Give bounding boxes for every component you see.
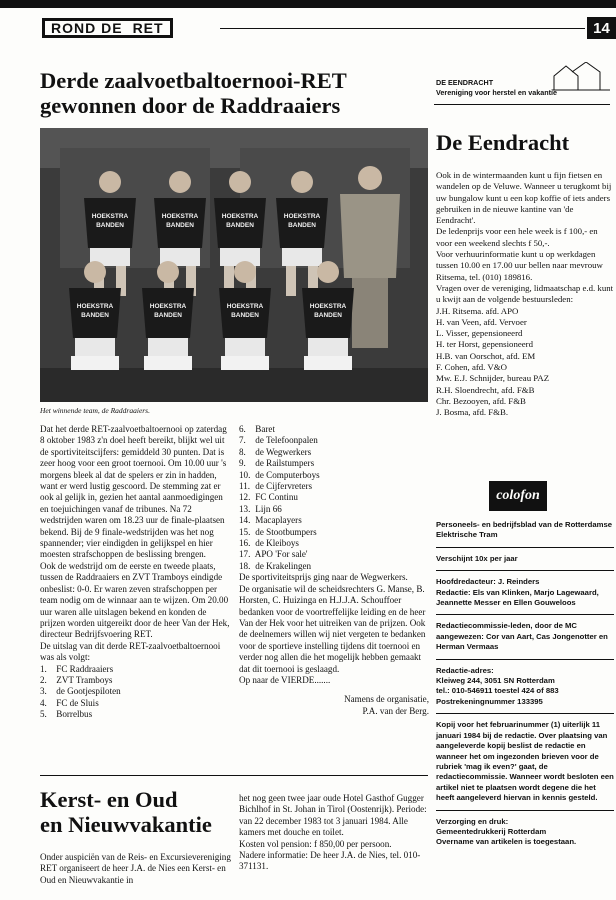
ranking-item: [239, 549, 429, 560]
ranking-item: [40, 709, 232, 720]
shirt-text-line1: HOEKSTRA: [161, 213, 199, 220]
eendracht-title: De Eendracht: [436, 130, 570, 155]
signature-line2: P.A. van der Berg.: [362, 705, 429, 716]
ranking-item: [239, 424, 429, 435]
ranking-item: [239, 492, 429, 503]
ranking-team: de Cijfervreters: [255, 481, 313, 492]
eendracht-paragraph: Vragen over de vereniging, lidmaatschap e.d. kunt u kwijt aan de volgende bestuursleden:: [436, 282, 614, 305]
ranking-item: [239, 504, 429, 515]
ranking-item: [40, 698, 232, 709]
colofon-deadline: Kopij voor het februarinummer (1) uiterlijk 11 januari 1984 bij de redactie. Over plaatsing van aangeleverde kopij beslist de redactie en wanneer het om ingezonden brieven voor de rubriek 'mag ik even?' gaat, de redactiecommissie. Wanneer wordt besloten een artikel niet te plaatsen wordt degene die het heeft aangeleverd hiervan in kennis gesteld.: [436, 720, 614, 803]
colofon-address-label: Redactie-adres:: [436, 665, 494, 675]
ranking-team: FC de Sluis: [56, 697, 99, 708]
ranking-number: 11.: [239, 481, 251, 492]
kerst-title-line1: Kerst- en Oud: [40, 787, 178, 812]
ranking-list-right: [239, 424, 429, 572]
ranking-team: de Telefoonpalen: [255, 435, 318, 446]
colofon-block: [436, 520, 614, 848]
board-member: H. ter Horst, gepensioneerd: [436, 339, 533, 350]
ranking-number: 8.: [239, 446, 246, 457]
board-member: Chr. Bezooyen, afd. F&B: [436, 395, 526, 406]
shirt-text-line2: BANDEN: [226, 222, 254, 229]
ranking-team: de Krakelingen: [255, 560, 312, 571]
eendracht-paragraph: Voor verhuurinformatie kunt u op werkdagen tussen 10.00 en 17.00 uur bellen naar mevrouw Ritsema, tel. (010) 189816.: [436, 249, 603, 282]
board-member: R.H. Sloendrecht, afd. F&B: [436, 384, 535, 395]
shirt-text-line1: HOEKSTRA: [221, 213, 259, 220]
ranking-item: [239, 538, 429, 549]
article-title-line2: gewonnen door de Raddraaiers: [40, 93, 341, 118]
colofon-divider: [436, 659, 614, 660]
kerst-title: [40, 787, 230, 837]
ranking-team: de Computerboys: [255, 469, 320, 480]
article-paragraph: De organisatie wil de scheidsrechters G. Manse, B. Horsten, C. Huizinga en H.J.J.A. Schouffoer bedanken voor de voortreffelijke leiding en de heer Van der Hek voor het uitreiken van de prijzen. Ook de deelnemers willen wij niet vergeten te bedanken voor de sportieve instelling tijdens dit toernooi en verder nog allen die het mogelijk hebben gemaakt dat dit toernooi is geslaagd.: [239, 583, 426, 674]
ranking-team: Macaplayers: [255, 515, 302, 526]
colofon-divider: [436, 547, 614, 548]
kerst-paragraph: het nog geen twee jaar oude Hotel Gasthof Gugger Bichlhof in St. Johan in Tirol (Oostenrijk). Periode: van 22 december 1983 tot 3 januari 1984. Alle kamers met douche en toilet.: [239, 793, 427, 838]
ranking-team: de Wegwerkers: [255, 446, 312, 457]
board-member: J. Bosma, afd. F&B.: [436, 407, 509, 418]
ranking-number: 1.: [40, 663, 47, 674]
kerst-paragraph: Kosten vol pension: f 850,00 per persoon.: [239, 838, 392, 849]
ranking-number: 6.: [239, 424, 246, 434]
ranking-number: 17.: [239, 549, 251, 560]
ranking-team: de Gootjespiloten: [56, 686, 121, 697]
colofon-editor: Hoofdredacteur: J. Reinders: [436, 577, 540, 587]
masthead-right: RET: [132, 20, 164, 36]
ranking-item: [239, 527, 429, 538]
shirt-text-line2: BANDEN: [231, 312, 259, 319]
eendracht-label-sub: Vereniging voor herstel en vakantie: [436, 88, 558, 97]
eendracht-body: [436, 170, 614, 419]
shirt-text-line1: HOEKSTRA: [226, 303, 264, 310]
masthead-logo: [42, 18, 173, 38]
eendracht-paragraph: De ledenprijs voor een hele week is f 100,- en voor een weekend slechts f 50,-.: [436, 226, 598, 248]
colofon-intro: Personeels- en bedrijfsblad van de Rotterdamse Elektrische Tram: [436, 520, 613, 540]
ranking-number: 10.: [239, 469, 251, 480]
ranking-number: 3.: [40, 686, 47, 697]
top-black-bar: [0, 0, 616, 8]
shirt-text-line2: BANDEN: [81, 312, 109, 319]
article-paragraph: Dat het derde RET-zaalvoetbaltoernooi op zaterdag 8 oktober 1983 z'n doel heeft bereikt, blijkt wel uit de sportiviteitscijfers: gemiddeld 30 punten. Dat is zeer hoog voor een groot toernooi. Om 10.00 uur 's morgens bleek al dat de spelers er zin in hadden, want er werd lustig gescoord. De stemming zat er ook al gelijk in, gezien het aantal aanmoedigingen en toejuichingen vanaf de tribunes. Na 72 wedstrijden waren om 18.23 uur de finale-plaatsen bekend. Bij de 9 finale-wedstrijden was het nog spannender; vier eindigden in gelijkspel en hier moesten strafschoppen de beslissing brengen.: [40, 424, 227, 560]
board-member: J.H. Ritsema. afd. APO: [436, 305, 519, 316]
kerst-title-line2: en Nieuwvakantie: [40, 812, 212, 837]
ranking-number: 13.: [239, 503, 251, 514]
ranking-number: 9.: [239, 458, 246, 469]
colofon-reprint: Overname van artikelen is toegestaan.: [436, 837, 577, 847]
colofon-divider: [436, 614, 614, 615]
ranking-number: 16.: [239, 538, 251, 549]
eendracht-label: [436, 78, 557, 98]
colofon-divider: [436, 810, 614, 811]
board-list: [436, 306, 614, 419]
team-photo-illustration: [40, 128, 428, 402]
ranking-number: 15.: [239, 526, 251, 537]
colofon-editorial: Redactie: Els van Klinken, Marjo Lagewaard, Jeannette Messer en Ellen Gouweloos: [436, 587, 599, 608]
colofon-frequency: Verschijnt 10x per jaar: [436, 553, 518, 563]
ranking-team: FC Raddraaiers: [56, 663, 114, 674]
ranking-team: Lijn 66: [255, 503, 282, 514]
shirt-text-line1: HOEKSTRA: [149, 303, 187, 310]
shirt-text-line2: BANDEN: [314, 312, 342, 319]
shirt-text-line2: BANDEN: [96, 222, 124, 229]
section-rule: [40, 775, 428, 776]
ranking-number: 4.: [40, 697, 47, 708]
shirt-text-line1: HOEKSTRA: [309, 303, 347, 310]
ranking-item: [40, 686, 232, 697]
shirt-text-line2: BANDEN: [166, 222, 194, 229]
ranking-item: [239, 447, 429, 458]
ranking-number: 12.: [239, 492, 251, 503]
ranking-item: [40, 675, 232, 686]
signature-line1: Namens de organisatie,: [344, 694, 429, 705]
ranking-team: Baret: [255, 424, 275, 434]
ranking-team: APO 'For sale': [254, 549, 308, 560]
eendracht-label-name: DE EENDRACHT: [436, 78, 494, 87]
article-title: [40, 68, 430, 118]
colofon-address-line1: Kleiweg 244, 3051 SN Rotterdam: [436, 676, 555, 686]
eendracht-paragraph: Ook in de wintermaanden kunt u fijn fietsen en wandelen op de Veluwe. Wanneer u terugkomt bij uw bungalow kunt u een kop koffie of iets anders gebruiken in de nieuwe kantine van 'de Eendracht'.: [436, 170, 612, 226]
eendracht-rule: [434, 104, 610, 105]
ranking-number: 18.: [239, 560, 251, 571]
ranking-team: de Stootbumpers: [255, 526, 317, 537]
team-photo: [40, 128, 428, 402]
shirt-text-line1: HOEKSTRA: [283, 213, 321, 220]
ranking-number: 14.: [239, 515, 251, 526]
ranking-item: [239, 470, 429, 481]
houses-logo-icon: [552, 62, 610, 92]
colofon-printing-name: Gemeentedrukkerij Rotterdam: [436, 826, 547, 836]
colofon-divider: [436, 570, 614, 571]
colofon-address-line2: tel.: 010-546911 toestel 424 of 883: [436, 686, 559, 696]
board-member: H. van Veen, afd. Vervoer: [436, 316, 527, 327]
article-paragraph: Ook de wedstrijd om de eerste en tweede plaats, tussen de Raddraaiers en ZVT Tramboys eindigde onbeslist: 0-0. Er waren zeven strafschoppen per team nodig om de winnaar aan te wijzen. Om 20.00 uur waren alle uitslagen bekend en konden de prijzen worden uitgereikt door de heer Van der Hek, directeur Bedrijfsvoering RET.: [40, 560, 230, 640]
kerst-left-column: [40, 852, 232, 886]
ranking-team: FC Continu: [255, 492, 298, 503]
header-rule: [220, 28, 585, 29]
shirt-text-line1: HOEKSTRA: [76, 303, 114, 310]
colofon-address-line3: Postrekeningnummer 133395: [436, 696, 543, 706]
ranking-list-left: [40, 664, 232, 721]
board-member: H.B. van Oorschot, afd. EM: [436, 350, 536, 361]
kerst-paragraph: Onder auspiciën van de Reis- en Excursievereniging RET organiseert de heer J.A. de Nies een Kerst- en Oud en Nieuwvakantie in: [40, 852, 231, 885]
ranking-team: de Kleiboys: [255, 538, 299, 549]
article-paragraph: Op naar de VIERDE.......: [239, 674, 331, 685]
ranking-team: de Railstumpers: [255, 458, 315, 469]
article-paragraph: De uitslag van dit derde RET-zaalvoetbaltoernooi was als volgt:: [40, 640, 221, 663]
article-title-line1: Derde zaalvoetbaltoernooi-RET: [40, 68, 347, 93]
ranking-item: [40, 664, 232, 675]
ranking-number: 7.: [239, 435, 246, 446]
ranking-item: [239, 435, 429, 446]
ranking-item: [239, 458, 429, 469]
ranking-team: ZVT Tramboys: [56, 674, 113, 685]
ranking-item: [239, 561, 429, 572]
colofon-committee: Redactiecommissie-leden, door de MC aangewezen: Cor van Aart, Cas Jongenotter en Herman Vermaas: [436, 621, 608, 652]
ranking-number: 5.: [40, 709, 47, 720]
article-left-column: [40, 424, 232, 721]
shirt-text-line2: BANDEN: [154, 312, 182, 319]
article-paragraph: De sportiviteitsprijs ging naar de Wegwerkers.: [239, 572, 408, 583]
colofon-printing-label: Verzorging en druk:: [436, 816, 509, 826]
colofon-badge: colofon: [489, 481, 547, 511]
kerst-right-column: [239, 793, 429, 873]
shirt-text-line1: HOEKSTRA: [91, 213, 129, 220]
photo-caption: Het winnende team, de Raddraaiers.: [40, 406, 150, 415]
board-member: L. Visser, gepensioneerd: [436, 328, 523, 339]
ranking-number: 2.: [40, 674, 47, 685]
page-number: 14: [587, 17, 616, 39]
ranking-team: Borrelbus: [56, 709, 93, 720]
board-member: Mw. E.J. Schnijder, bureau PAZ: [436, 373, 550, 384]
kerst-paragraph: Nadere informatie: De heer J.A. de Nies, tel. 010-371131.: [239, 850, 421, 872]
shirt-text-line2: BANDEN: [288, 222, 316, 229]
article-right-column: [239, 424, 429, 717]
board-member: F. Cohen, afd. V&O: [436, 362, 507, 373]
ranking-item: [239, 481, 429, 492]
colofon-divider: [436, 713, 614, 714]
masthead-left: ROND DE: [51, 20, 123, 36]
ranking-item: [239, 515, 429, 526]
